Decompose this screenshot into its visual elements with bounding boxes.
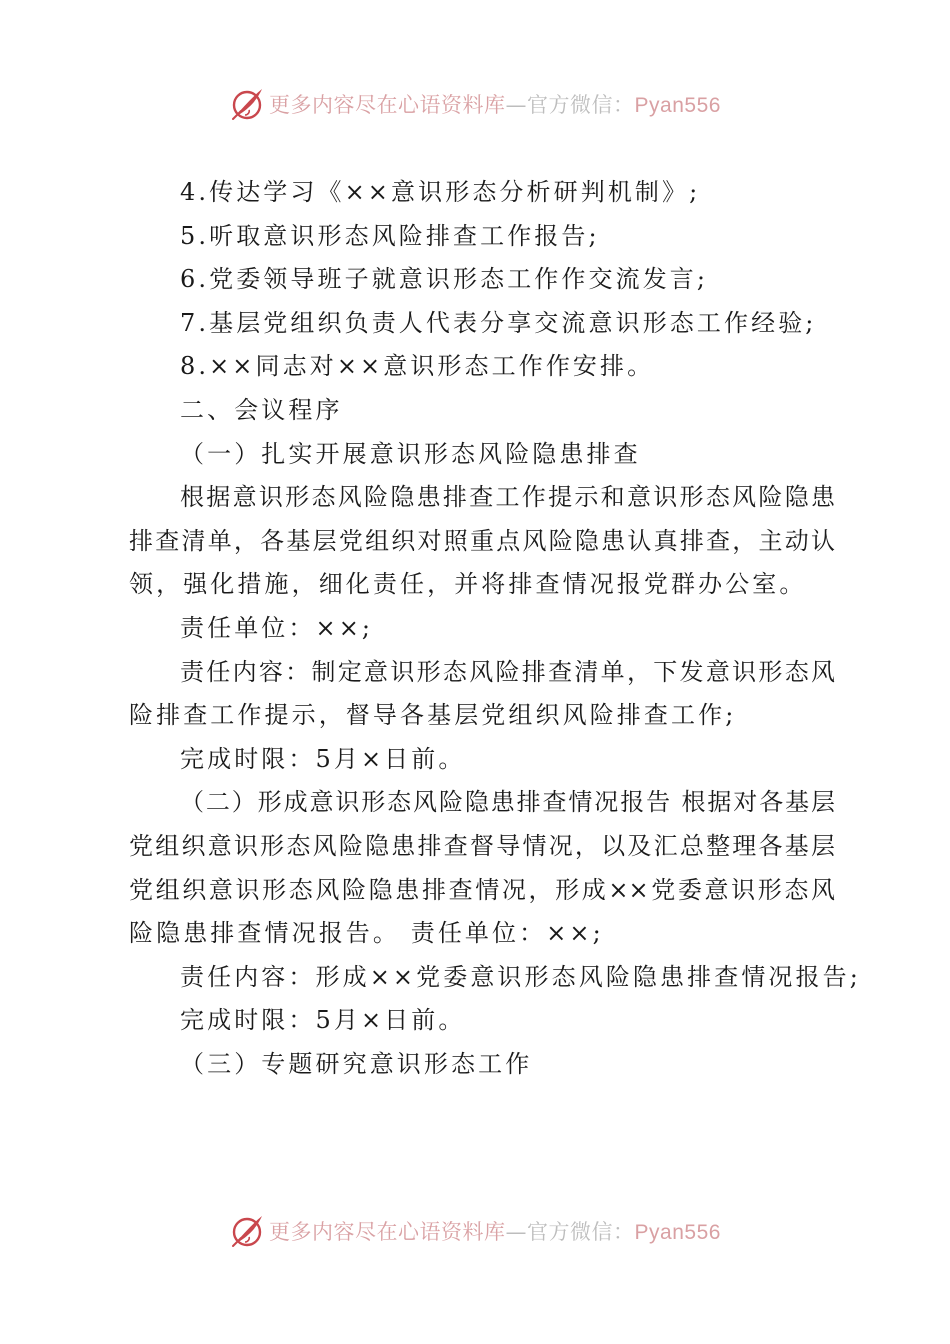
paragraph-line: 领，强化措施，细化责任，并将排查情况报党群办公室。 bbox=[129, 570, 807, 599]
watermark-account: Pyan556 bbox=[634, 94, 721, 117]
paragraph-line: 完成时限：5月×日前。 bbox=[180, 744, 466, 773]
watermark-footer bbox=[0, 1211, 950, 1251]
watermark-account: Pyan556 bbox=[634, 1221, 721, 1244]
watermark-label: 官方微信： bbox=[527, 93, 635, 117]
paragraph-line: 党组织意识形态风险隐患排查情况，形成××党委意识形态风 bbox=[129, 875, 835, 904]
paragraph-line: 完成时限：5月×日前。 bbox=[180, 1006, 466, 1035]
section-heading: 二、会议程序 bbox=[180, 395, 343, 424]
watermark-brand: 更多内容尽在心语资料库 bbox=[269, 1220, 506, 1244]
subsection-heading: （二）形成意识形态风险隐患排查情况报告 根据对各基层 bbox=[180, 788, 835, 817]
watermark-text bbox=[269, 89, 721, 119]
paragraph-line: 险排查工作提示，督导各基层党组织风险排查工作; bbox=[129, 701, 737, 730]
watermark-header bbox=[0, 84, 950, 124]
watermark-dash: — bbox=[505, 93, 528, 117]
watermark-label: 官方微信： bbox=[527, 1220, 635, 1244]
watermark-text bbox=[269, 1216, 721, 1246]
document-body bbox=[129, 171, 861, 1086]
paragraph-line: 责任内容：制定意识形态风险排查清单，下发意识形态风 bbox=[180, 657, 835, 686]
list-item: 5.听取意识形态风险排查工作报告; bbox=[180, 221, 600, 250]
list-item: 4.传达学习《××意识形态分析研判机制》; bbox=[180, 178, 701, 206]
list-item: 7.基层党组织负责人代表分享交流意识形态工作经验; bbox=[180, 308, 817, 337]
subsection-heading: （三）专题研究意识形态工作 bbox=[180, 1049, 533, 1078]
list-item: 8.××同志对××意识形态工作作安排。 bbox=[180, 352, 655, 381]
paragraph-line: 责任内容：形成××党委意识形态风险隐患排查情况报告; bbox=[180, 962, 861, 991]
subsection-heading: （一）扎实开展意识形态风险隐患排查 bbox=[180, 439, 641, 468]
paragraph-line: 排查清单，各基层党组织对照重点风险隐患认真排查，主动认 bbox=[129, 526, 835, 555]
list-item: 6.党委领导班子就意识形态工作作交流发言; bbox=[180, 265, 709, 294]
paragraph-line: 根据意识形态风险隐患排查工作提示和意识形态风险隐患 bbox=[180, 483, 835, 512]
watermark-dash: — bbox=[505, 1220, 528, 1244]
paragraph-line: 责任单位：××; bbox=[180, 613, 374, 642]
paragraph-line: 党组织意识形态风险隐患排查督导情况，以及汇总整理各基层 bbox=[129, 831, 835, 860]
quill-logo-icon bbox=[229, 1213, 265, 1249]
watermark-brand: 更多内容尽在心语资料库 bbox=[269, 93, 506, 117]
quill-logo-icon bbox=[229, 86, 265, 122]
paragraph-line: 险隐患排查情况报告。 责任单位：××; bbox=[129, 919, 604, 948]
